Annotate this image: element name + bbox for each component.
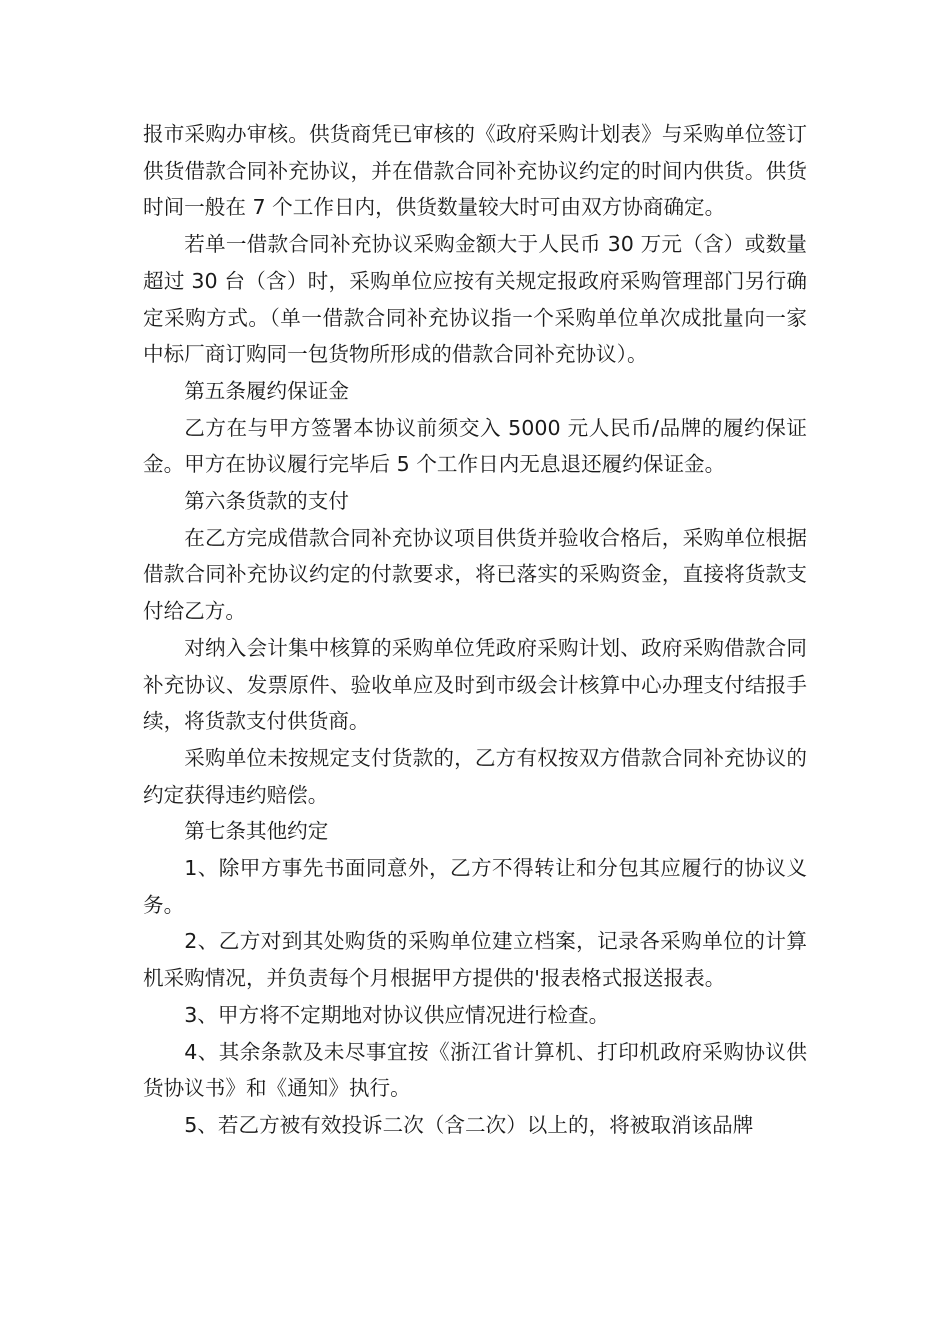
- list-item-3: 3、甲方将不定期地对协议供应情况进行检查。: [184, 1002, 610, 1027]
- list-item-1: 1、除甲方事先书面同意外，乙方不得转让和分包其应履行的协议义务。: [143, 856, 807, 917]
- list-item-4: 4、其余条款及未尽事宜按《浙江省计算机、打印机政府采购协议供货协议书》和《通知》执行。: [143, 1039, 807, 1101]
- paragraph-central-accounting: 对纳入会计集中核算的采购单位凭政府采购计划、政府采购借款合同补充协议、发票原件、验收单应及时到市级会计核算中心办理支付结报手续，将货款支付供货商。: [143, 635, 807, 734]
- paragraph-performance-bond: 乙方在与甲方签署本协议前须交入 5000 元人民币/品牌的履约保证金。甲方在协议履行完毕后 5 个工作日内无息退还履约保证金。: [143, 415, 807, 477]
- paragraph-payment: 在乙方完成借款合同补充协议项目供货并验收合格后，采购单位根据借款合同补充协议约定的付款要求，将已落实的采购资金，直接将货款支付给乙方。: [143, 525, 807, 624]
- document-body: [143, 116, 807, 1144]
- paragraph-late-payment: 采购单位未按规定支付货款的，乙方有权按双方借款合同补充协议的约定获得违约赔偿。: [143, 745, 807, 807]
- paragraph-purchase-limit: 若单一借款合同补充协议采购金额大于人民币 30 万元（含）或数量超过 30 台（含）时，采购单位应按有关规定报政府采购管理部门另行确定采购方式。（单一借款合同补充协议指一个采购单位单次成批量向一家中标厂商订购同一包货物所形成的借款合同补充协议）。: [143, 232, 807, 367]
- list-item-5: 5、若乙方被有效投诉二次（含二次）以上的，将被取消该品牌: [184, 1112, 754, 1137]
- section-heading-article-7: 第七条其他约定: [184, 819, 329, 844]
- paragraph-continuation: 报市采购办审核。供货商凭已审核的《政府采购计划表》与采购单位签订供货借款合同补充协议，并在借款合同补充协议约定的时间内供货。供货时间一般在 7 个工作日内，供货数量较大时可由双方协商确定。: [143, 122, 807, 220]
- section-heading-article-5: 第五条履约保证金: [184, 378, 349, 403]
- list-item-2: 2、乙方对到其处购货的采购单位建立档案，记录各采购单位的计算机采购情况，并负责每个月根据甲方提供的'报表格式报送报表。: [143, 929, 807, 991]
- section-heading-article-6: 第六条货款的支付: [184, 489, 349, 514]
